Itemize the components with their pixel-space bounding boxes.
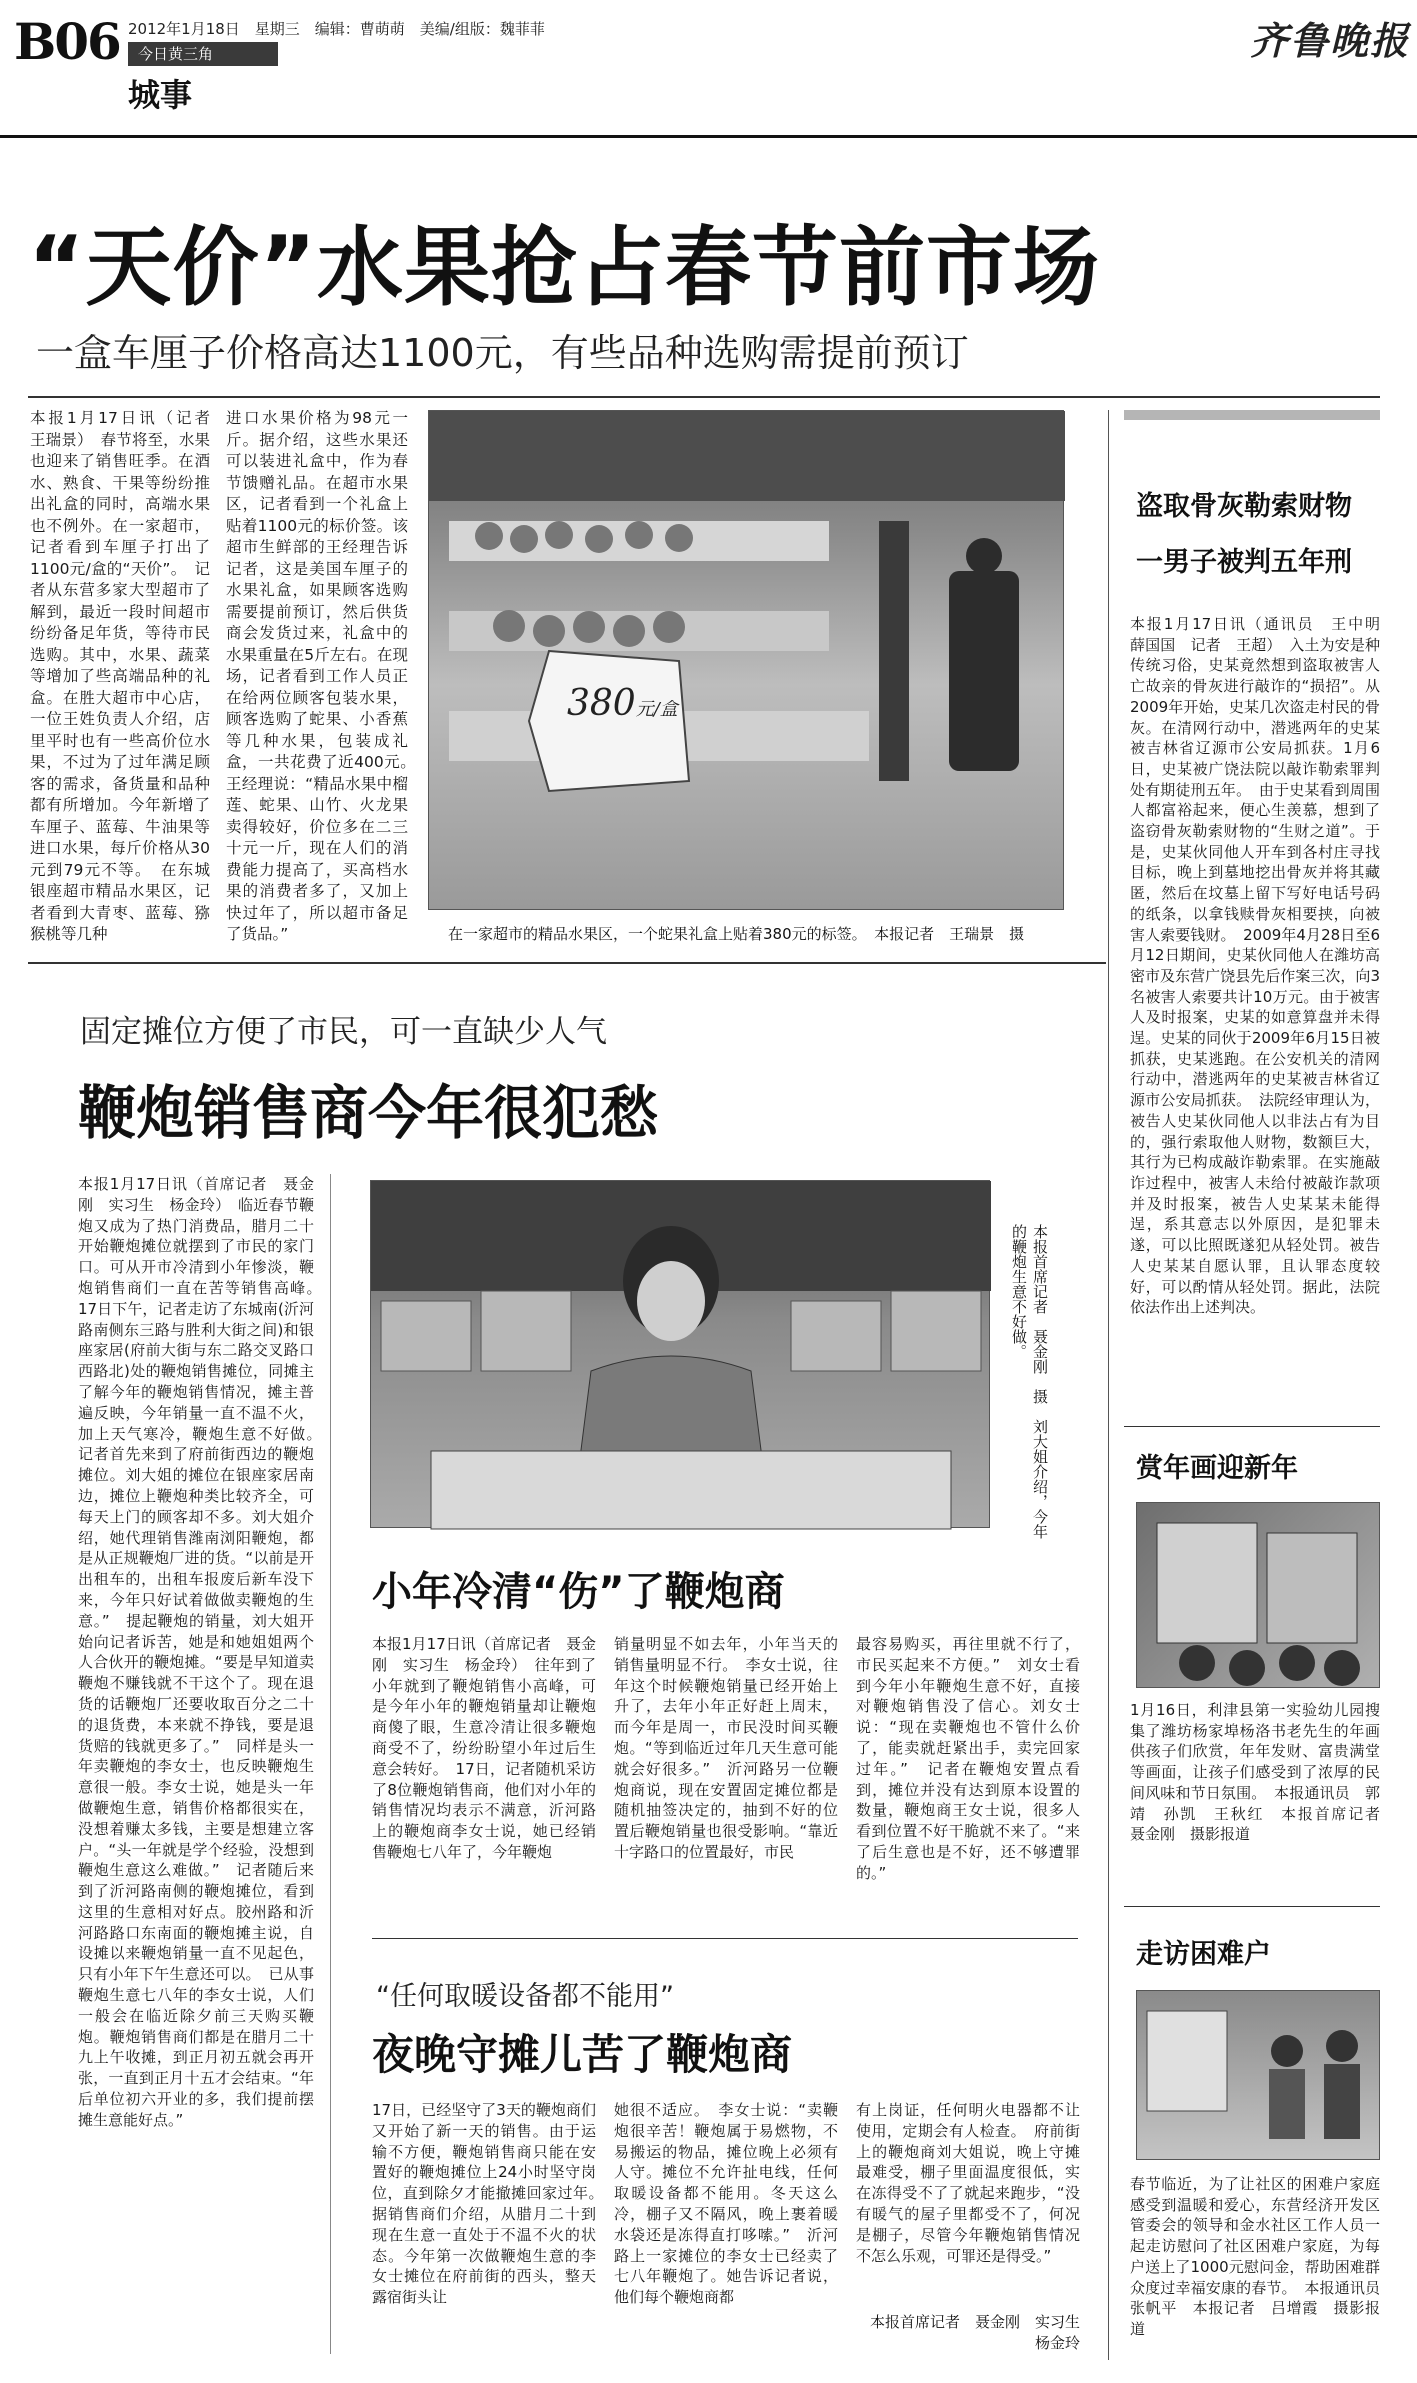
lead-col-2: 进口水果价格为98元一斤。据介绍，这些水果还可以装进礼盒中，作为春节馈赠礼品。在超市水果区，记者看到一个礼盒上贴着1100元的标价签。该超市生鲜部的王经理告诉记者，这是美国车厘子的水果礼盒，如果顾客选购需要提前预订，然后供货商会发货过来，礼盒中的水果重量在5斤左右。在现场，记者看到工作人员正在给两位顾客包装水果，顾客选购了蛇果、小香蕉等几种水果，包装成礼盒，一共花费了近400元。 王经理说：“精品水果中榴莲、蛇果、山竹、火龙果卖得较好，价位多在二三十元一斤，现在人们的消费能力提高了，买高档水果的消费者多了，又加上快过年了，所以超市备足了货品。”: [226, 409, 424, 943]
sub2-byline: 本报首席记者 聂金刚 实习生 杨金玲: [869, 2313, 1096, 2352]
sub-story-divider: [372, 1938, 1078, 1939]
firework-left-col: 本报1月17日讯（首席记者 聂金刚 实习生 杨金玲） 临近春节鞭炮又成为了热门消费品，腊月二十开始鞭炮摊位就摆到了市民的家门口。可从开市冷清到小年惨淡，鞭炮销售商们一直在苦等销售高峰。 17日下午，记者走访了东城南(沂河路南侧东三路与胜利大街之间)和银座家居(府前大街与东二路交叉路口西路北)处的鞭炮销售摊位，同摊主了解今年的鞭炮销售情况，摊主普遍反映，今年销量一直不温不火，加上天气寒冷，鞭炮生意不好做。 记者首先来到了府前街西边的鞭炮摊位。刘大姐的摊位在银座家居南边，摊位上鞭炮种类比较齐全，可每天上门的顾客却不多。刘大姐介绍，她代理销售潍南浏阳鞭炮，都是从正规鞭炮厂进的货。“以前是开出租车的，出租车报废后新车没下来，今年只好试着做做卖鞭炮的生意。” 提起鞭炮的销量，刘大姐开始向记者诉苦，她是和她姐姐两个人合伙开的鞭炮摊。“要是早知道卖鞭炮不赚钱就不干这个了。现在退货的话鞭炮厂还要收取百分之二十的退货费，本来就不挣钱，要是退货赔的钱就更多了。” 同样是头一年卖鞭炮的李女士，也反映鞭炮生意很一般。李女士说，她是头一年做鞭炮生意，销售价格都很实在，没想着赚太多钱，主要是想建立客户。“头一年就是学个经验，没想到鞭炮生意这么难做。” 记者随后来到了沂河路南侧的鞭炮摊位，看到这里的生意相对好点。胶州路和沂河路路口东南面的鞭炮摊主说，自设摊以来鞭炮销量一直不见起色，只有小年下午生意还可以。 已从事鞭炮生意七八年的李女士说，人们一般会在临近除夕前三天购买鞭炮。鞭炮销售商们都是在腊月二十九上午收摊，到正月初五就会再开张，一直到正月十五才会结束。“年后单位初六开业的多，我们提前摆摊生意能好点。”: [78, 1175, 330, 2129]
fruit-photo-caption: 在一家超市的精品水果区，一个蛇果礼盒上贴着380元的标签。 本报记者 王瑞景 摄: [448, 925, 1025, 943]
price-sign-unit: 元/盒: [635, 699, 678, 720]
firework-vendor-photo: [370, 1180, 990, 1528]
section-name: 城事: [128, 76, 193, 114]
painting-scene-drawing: [1137, 1503, 1381, 1689]
sidebar-divider-1: [1124, 1426, 1380, 1427]
lead-top-divider: [28, 396, 1380, 398]
sidebar-story2-title: 赏年画迎新年: [1136, 1453, 1298, 1484]
sidebar-top-rule: [1124, 410, 1380, 420]
sidebar-story3-title: 走访困难户: [1136, 1939, 1271, 1970]
section-tag: [128, 42, 278, 66]
visit-scene-drawing: [1137, 1991, 1381, 2161]
page-number: B06: [14, 12, 120, 71]
header-divider: [0, 135, 1417, 138]
section-tag-text: 今日黄三角: [138, 45, 214, 63]
sub1-col-1: 本报1月17日讯（首席记者 聂金刚 实习生 杨金玲） 往年到了小年就到了鞭炮销售小高峰，可是今年小年的鞭炮销量却让鞭炮商傻了眼，生意冷清让很多鞭炮商受不了，纷纷盼望小年过后生意会转好。 17日，记者随机采访了8位鞭炮销售商，他们对小年的销售情况均表示不满意，沂河路上的鞭炮商李女士说，她已经销售鞭炮七八年了，今年鞭炮: [372, 1635, 596, 1861]
sidebar-story3-text: 春节临近，为了让社区的困难户家庭感受到温暖和爱心，东营经济开发区管委会的领导和金水社区工作人员一起走访慰问了社区困难户家庭，为每户送上了1000元慰问金，帮助困难群众度过幸福安康的春节。 本报通讯员 张帆平 本报记者 吕增霞 摄影报道: [1130, 2175, 1396, 2338]
visit-needy-photo: [1136, 1990, 1380, 2160]
fruit-market-photo: [428, 410, 1064, 910]
sidebar-story1-title-1: 盗取骨灰勒索财物: [1136, 491, 1352, 522]
sidebar-story2-text: 1月16日，利津县第一实验幼儿园搜集了潍坊杨家埠杨洛书老先生的年画供孩子们欣赏，年年发财、富贵满堂等画面，让孩子们感受到了浓厚的民间风味和节日氛围。 本报通讯员 郭靖 孙凯 王秋红 本报首席记者 聂金刚 摄影报道: [1130, 1701, 1396, 1844]
firework-col-divider: [330, 1174, 331, 2354]
sub2-headline: 夜晚守摊儿苦了鞭炮商: [372, 2030, 793, 2079]
fruit-scene-drawing: [429, 411, 1065, 911]
lead-subhead: 一盒车厘子价格高达1100元，有些品种选购需提前预订: [36, 331, 969, 375]
date-line: 2012年1月18日 星期三 编辑：曹萌萌 美编/组版：魏菲菲: [128, 20, 545, 38]
price-sign-value: 380: [567, 683, 636, 724]
sidebar-divider-2: [1124, 1906, 1380, 1907]
sidebar-story1-text: 本报1月17日讯（通讯员 王中明 薛国国 记者 王超） 入土为安是种传统习俗，史某竟然想到盗取被害人亡故亲的骨灰进行敲诈的“损招”。从2009年开始，史某几次盗走村民的骨灰。在清网行动中，潜逃两年的史某被吉林省辽源市公安局抓获。1月6日，史某被广饶法院以敲诈勒索罪判处有期徒刑五年。 由于史某看到周围人都富裕起来，便心生羡慕，想到了盗窃骨灰勒索财物的“生财之道”。于是，史某伙同他人开车到各村庄寻找目标，晚上到墓地挖出骨灰并将其藏匿，然后在坟墓上留下写好电话号码的纸条，以拿钱赎骨灰相要挟，向被害人索要钱财。 2009年4月28日至6月12日期间，史某伙同他人在潍坊高密市及东营广饶县先后作案三次，向3名被害人索要共计10万元。由于被害人及时报案，史某的如意算盘并未得逞。史某的同伙于2009年6月15日被抓获，史某逃跑。在公安机关的清网行动中，潜逃两年的史某被吉林省辽源市公安局抓获。 法院经审理认为，被告人史某伙同他人以非法占有为目的，强行索取他人财物，数额巨大，其行为已构成敲诈勒索罪。在实施敲诈过程中，被害人未给付被敲诈款项并及时报案，被告人史某某未能得逞，系其意志以外原因，是犯罪未遂，可以比照既遂犯从轻处罚。被告人史某某自愿认罪，且认罪态度较好，可以酌情从轻处罚。据此，法院依法作出上述判决。: [1130, 615, 1396, 1317]
sub1-col-2: 销量明显不如去年，小年当天的销售量明显不行。 李女士说，往年这个时候鞭炮销量已经开始上升了，去年小年正好赶上周末，而今年是周一，市民没时间买鞭炮。“等到临近过年几天生意可能就会好很多。” 沂河路另一位鞭炮商说，现在安置固定摊位都是随机抽签决定的，抽到不好的位置后鞭炮销量也很受影响。“靠近十字路口的位置最好，市民: [614, 1635, 838, 1861]
page-header: [0, 0, 1417, 130]
lead-bottom-divider: [28, 962, 1106, 964]
sub1-col-3: 最容易购买，再往里就不行了，市民买起来不方便。” 刘女士看到今年小年鞭炮生意不好，直接对鞭炮销售没了信心。刘女士说：“现在卖鞭炮也不管什么价了，能卖就赶紧出手，卖完回家过年。” 记者在鞭炮安置点看到，摊位并没有达到原本设置的数量，鞭炮商王女士说，很多人看到位置不好干脆就不来了。“来了后生意也是不好，还不够遭罪的。”: [856, 1635, 1080, 1882]
vendor-scene-drawing: [371, 1181, 991, 1529]
sub2-col-2: 她很不适应。 李女士说：“卖鞭炮很辛苦！鞭炮属于易燃物，不易搬运的物品，摊位晚上必须有人守。摊位不允许扯电线，任何取暖设备都不能用。冬天这么冷，棚子又不隔风，晚上裹着暖水袋还是冻得直打哆嗦。” 沂河路上一家摊位的李女士已经卖了七八年鞭炮了。她告诉记者说，他们每个鞭炮商都: [614, 2101, 838, 2307]
lead-col-1: 本报1月17日讯（记者 王瑞景） 春节将至，水果也迎来了销售旺季。在酒水、熟食、干果等纷纷推出礼盒的同时，高端水果也不例外。在一家超市，记者看到车厘子打出了1100元/盒的“天价”。 记者从东营多家大型超市了解到，最近一段时间超市纷纷备足年货，等待市民选购。其中，水果、蔬菜等增加了些高端品种的礼盒。在胜大超市中心店，一位王姓负责人介绍，店里平时也有一些高价位水果，不过为了过年满足顾客的需求，备货量和品种都有所增加。今年新增了车厘子、蓝莓、牛油果等进口水果，每斤价格从30元到79元不等。 在东城银座超市精品水果区，记者看到大青枣、蓝莓、猕猴桃等几种: [30, 409, 226, 943]
firework-kicker: 固定摊位方便了市民，可一直缺少人气: [80, 1014, 607, 1050]
sidebar-divider: [1108, 410, 1109, 2360]
sub2-col-3: 有上岗证，任何明火电器都不让使用，定期会有人检查。 府前街上的鞭炮商刘大姐说，晚上守摊最难受，棚子里面温度很低，实在冻得受不了了就起来跑步，“没有暖气的屋子里都受不了，何况是棚子，尽管今年鞭炮销售情况不怎么乐观，可罪还是得受。”: [856, 2101, 1080, 2265]
sub2-kicker: “任何取暖设备都不能用”: [376, 1981, 674, 2012]
firework-photo-caption: 本报首席记者 聂金刚 摄 刘大姐介绍，今年的鞭炮生意不好做。: [1010, 1224, 1049, 1539]
sub1-headline: 小年冷清“伤”了鞭炮商: [372, 1569, 785, 1615]
new-year-painting-photo: [1136, 1502, 1380, 1688]
paper-logo: 齐鲁晚报: [1250, 18, 1411, 63]
firework-headline: 鞭炮销售商今年很犯愁: [78, 1079, 659, 1147]
sub2-col-1: 17日，已经坚守了3天的鞭炮商们又开始了新一天的销售。由于运输不方便，鞭炮销售商只能在安置好的鞭炮摊位上24小时坚守岗位，直到除夕才能撤摊回家过年。 据销售商们介绍，从腊月二十到现在生意一直处于不温不火的状态。今年第一次做鞭炮生意的李女士摊位在府前街的西头，整天露宿街头让: [372, 2101, 612, 2307]
lead-headline: “天价”水果抢占春节前市场: [28, 218, 1101, 318]
price-sign: [567, 683, 678, 724]
sidebar-story1-title-2: 一男子被判五年刑: [1136, 547, 1352, 578]
